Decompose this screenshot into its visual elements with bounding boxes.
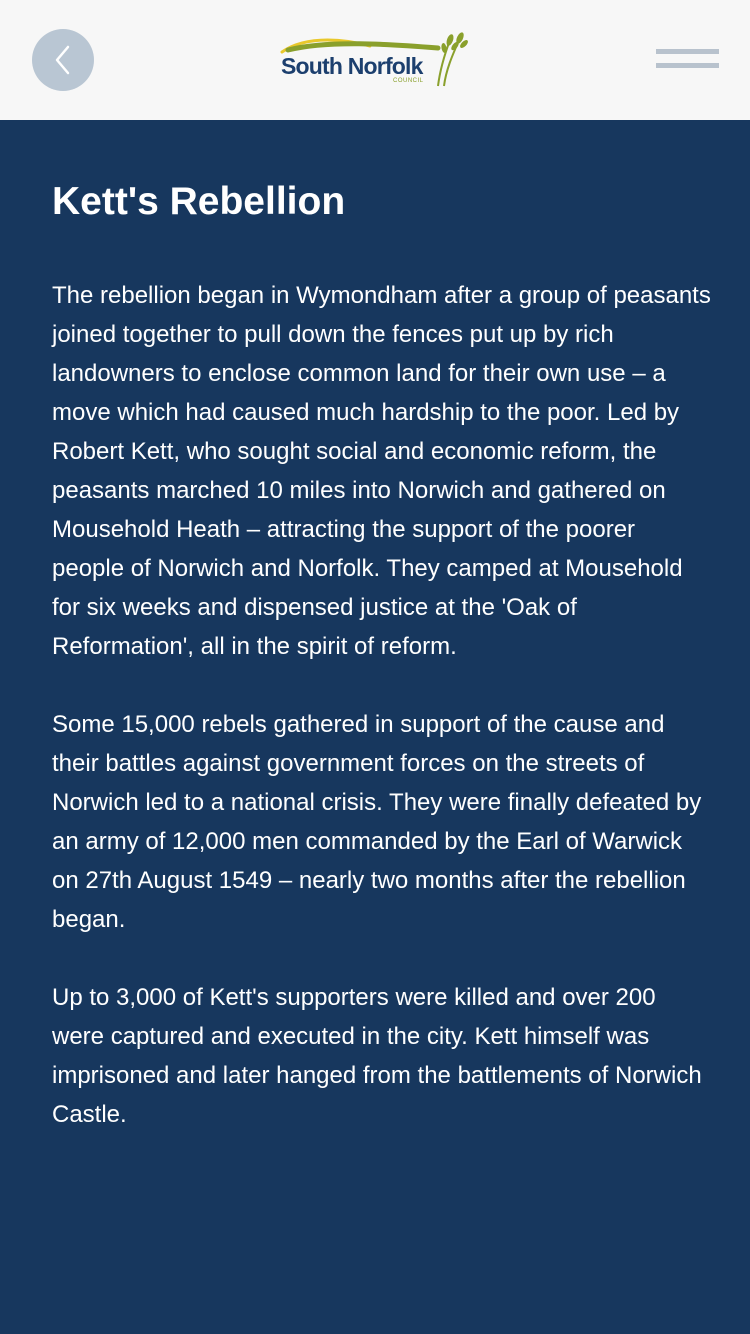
back-button[interactable]: [32, 29, 94, 91]
hamburger-menu-icon-line-bottom: [656, 63, 719, 68]
article-paragraph: Some 15,000 rebels gathered in support of the cause and their battles against government forces on the streets of Norwich led to a national crisis. They were finally defeated by an army of 12,000 men commanded by the Earl of Warwick on 27th August 1549 – nearly two months after the rebellion began.: [52, 711, 702, 933]
menu-button[interactable]: [656, 46, 720, 72]
article-paragraph: The rebellion began in Wymondham after a group of peasants joined together to pull down the fences put up by rich landowners to enclose common land for their own use – a move which had caused much hardship to the poor. Led by Robert Kett, who sought social and economic reform, the peasants marched 10 miles into Norwich and gathered on Mousehold Heath – attracting the support of the poorer people of Norwich and Norfolk. They camped at Mousehold for six weeks and dispensed justice at the 'Oak of Reformation', all in the spirit of reform.: [52, 282, 711, 660]
hamburger-menu-icon-line-top: [656, 49, 719, 54]
logo-subtitle: COUNCIL: [393, 78, 424, 84]
logo-wordmark: South Norfolk: [281, 53, 423, 79]
wheat-icon: [430, 30, 470, 90]
south-norfolk-logo[interactable]: [278, 30, 468, 90]
app-header: [0, 0, 750, 120]
article-paragraph: Up to 3,000 of Kett's supporters were killed and over 200 were captured and executed in the city. Kett himself was imprisoned and later hanged from the battlements of Norwich Castle.: [52, 984, 702, 1128]
page-title: Kett's Rebellion: [52, 180, 346, 223]
chevron-left-icon: [53, 44, 73, 76]
article-content: [52, 120, 712, 1134]
